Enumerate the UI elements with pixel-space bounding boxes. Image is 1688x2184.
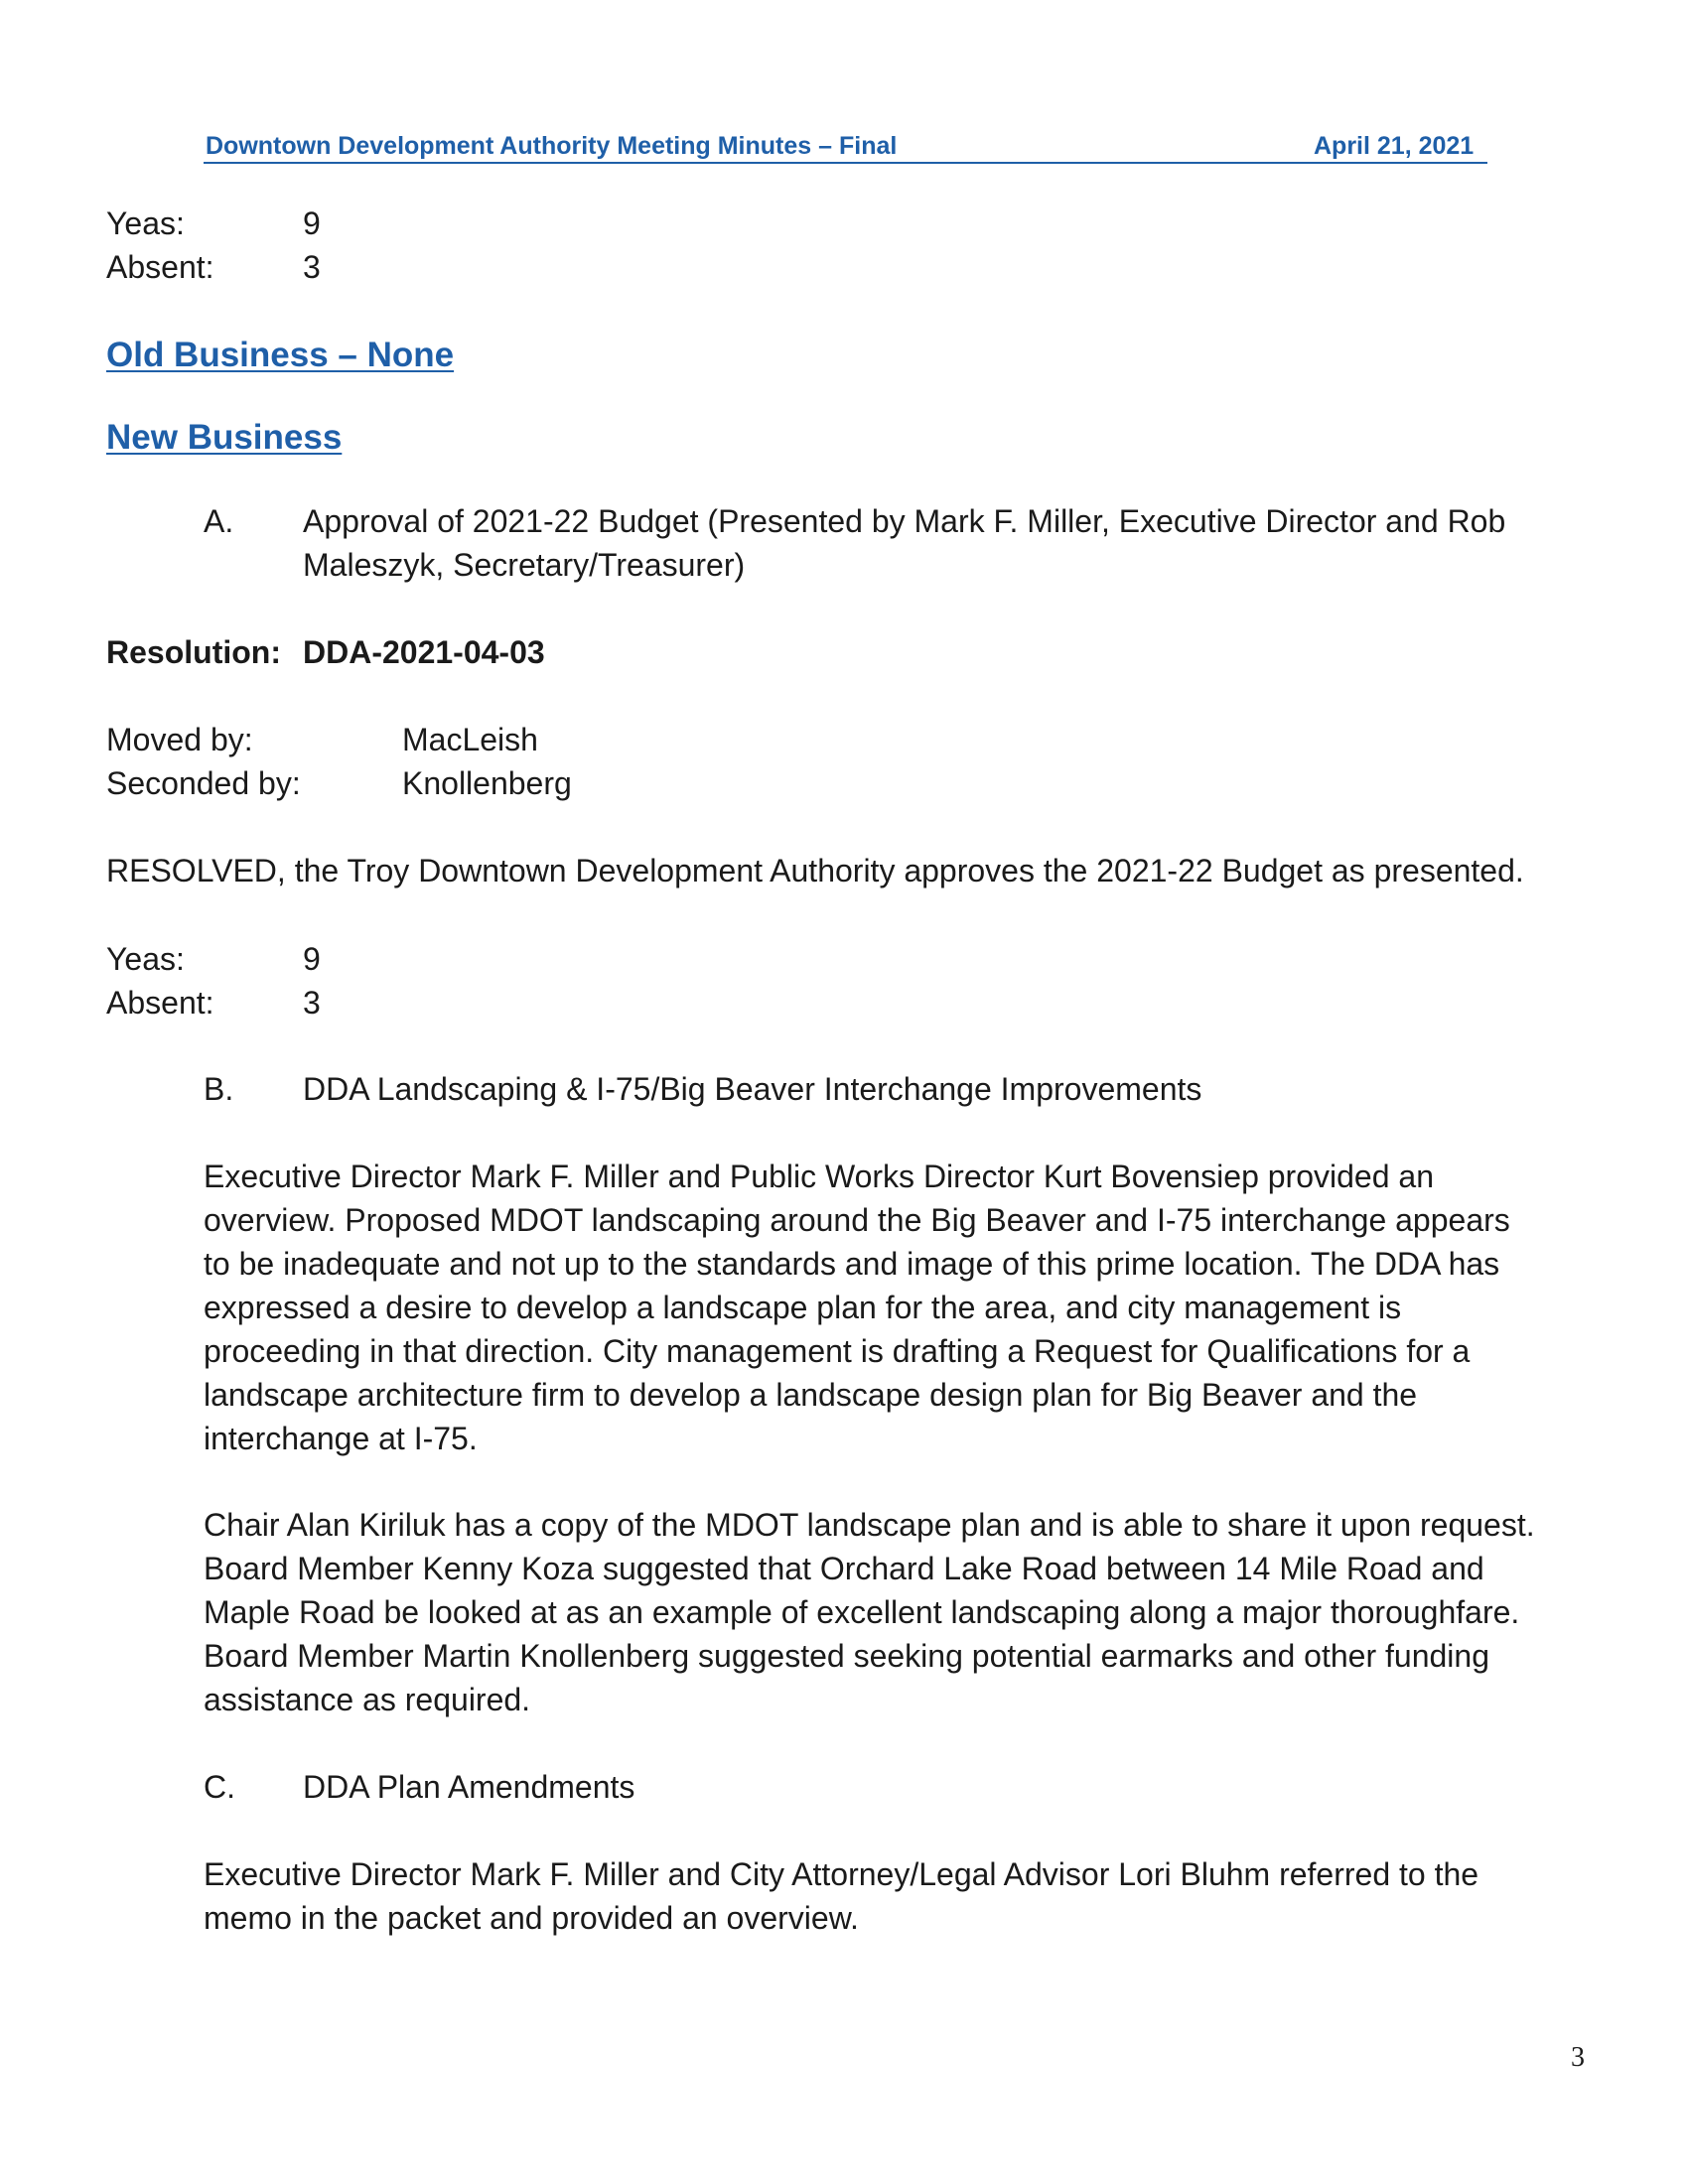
paragraph-line: assistance as required. (204, 1682, 531, 1717)
vote2-yeas-value: 9 (303, 941, 321, 977)
paragraph-line: memo in the packet and provided an overview. (204, 1900, 859, 1936)
resolution-label: Resolution: (106, 634, 281, 670)
page-number: 3 (1571, 2042, 1585, 2073)
paragraph-line: to be inadequate and not up to the standards and image of this prime location. The DDA has (204, 1246, 1500, 1282)
paragraph-line: Board Member Kenny Koza suggested that Orchard Lake Road between 14 Mile Road and (204, 1551, 1484, 1586)
paragraph-line: Board Member Martin Knollenberg suggested seeking potential earmarks and other funding (204, 1638, 1489, 1674)
item-b-letter: B. (204, 1071, 234, 1107)
item-c-paragraph-1 (204, 1852, 1614, 1940)
vote1-absent-label: Absent: (106, 249, 214, 285)
new-business-heading: New Business (106, 418, 343, 457)
header-rule (204, 162, 1487, 164)
paragraph-line: Chair Alan Kiriluk has a copy of the MDOT landscape plan and is able to share it upon request. (204, 1507, 1535, 1543)
vote1-yeas-value: 9 (303, 205, 321, 241)
item-b-paragraph-2 (204, 1503, 1614, 1721)
header-title: Downtown Development Authority Meeting Minutes – Final (206, 132, 898, 160)
paragraph-line: proceeding in that direction. City management is drafting a Request for Qualifications for a (204, 1333, 1471, 1369)
item-a-line1: Approval of 2021-22 Budget (Presented by Mark F. Miller, Executive Director and Rob (303, 503, 1506, 539)
vote1-yeas-label: Yeas: (106, 205, 185, 241)
item-b-paragraph-1 (204, 1155, 1614, 1460)
moved-by-value: MacLeish (402, 722, 538, 757)
old-business-heading: Old Business – None (106, 336, 455, 374)
vote2-absent-label: Absent: (106, 985, 214, 1021)
item-a-line2: Maleszyk, Secretary/Treasurer) (303, 547, 746, 583)
resolution-number: DDA-2021-04-03 (303, 634, 545, 670)
vote1-absent-value: 3 (303, 249, 321, 285)
item-c-title: DDA Plan Amendments (303, 1769, 635, 1805)
item-b-title: DDA Landscaping & I-75/Big Beaver Interchange Improvements (303, 1071, 1202, 1107)
header-date: April 21, 2021 (1314, 132, 1475, 160)
paragraph-line: Maple Road be looked at as an example of excellent landscaping along a major thoroughfare. (204, 1594, 1520, 1630)
paragraph-line: overview. Proposed MDOT landscaping around the Big Beaver and I-75 interchange appears (204, 1202, 1510, 1238)
paragraph-line: landscape architecture firm to develop a landscape design plan for Big Beaver and the (204, 1377, 1418, 1413)
paragraph-line: Executive Director Mark F. Miller and Public Works Director Kurt Bovensiep provided an (204, 1159, 1434, 1194)
vote2-absent-value: 3 (303, 985, 321, 1021)
moved-by-label: Moved by: (106, 722, 253, 757)
paragraph-line: interchange at I-75. (204, 1421, 478, 1456)
item-a-letter: A. (204, 503, 234, 539)
seconded-by-label: Seconded by: (106, 765, 301, 801)
seconded-by-value: Knollenberg (402, 765, 572, 801)
paragraph-line: Executive Director Mark F. Miller and City Attorney/Legal Advisor Lori Bluhm referred to the (204, 1856, 1479, 1892)
paragraph-line: expressed a desire to develop a landscape plan for the area, and city management is (204, 1290, 1402, 1325)
vote2-yeas-label: Yeas: (106, 941, 185, 977)
item-c-letter: C. (204, 1769, 235, 1805)
resolved-text: RESOLVED, the Troy Downtown Development Authority approves the 2021-22 Budget as presented. (106, 853, 1524, 888)
